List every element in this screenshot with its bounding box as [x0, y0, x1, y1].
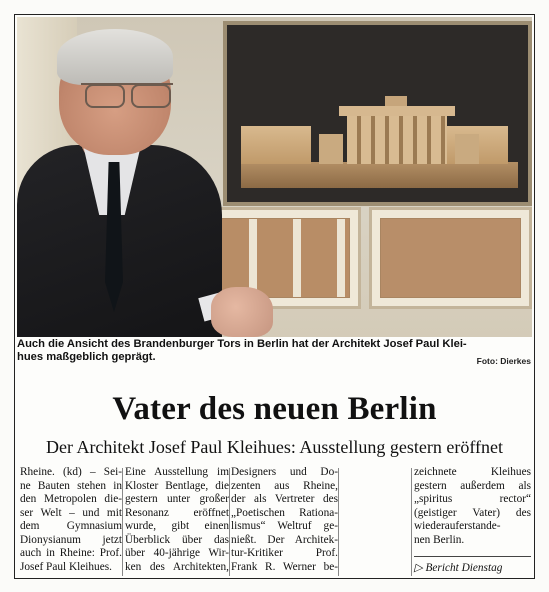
- column-line: dem Gymnasium: [20, 520, 122, 532]
- photo-caption: [17, 338, 532, 364]
- column-line: „spiritus rector“: [414, 493, 531, 505]
- subheadline: Der Architekt Josef Paul Kleihues: Ausstellung gestern eröffnet: [45, 437, 504, 457]
- photo-credit: Foto: Dierkes: [476, 356, 531, 366]
- column-line: den Metropolen die-: [20, 493, 122, 505]
- column-line: ser Welt – und mit: [20, 506, 122, 519]
- column-line: lismus“ Weltruf ge-: [231, 520, 338, 532]
- column-line: Frank R. Werner be-: [231, 560, 338, 573]
- column-line: gestern außerdem als: [414, 479, 531, 492]
- column-line: wurde, gibt einen: [125, 520, 229, 532]
- column-line: wiederauferstande-: [414, 520, 501, 532]
- column-rule: [122, 468, 123, 576]
- column-line: der als Vertreter des: [231, 493, 338, 505]
- column-line: Designers und Do-: [231, 466, 338, 478]
- article-column-3: [231, 466, 338, 574]
- column-line: (geistiger Vater) des: [414, 506, 531, 519]
- column-line: Dionysianum jetzt: [20, 533, 122, 546]
- column-line: Eine Ausstellung im: [125, 466, 229, 478]
- photo-drawing-panel: [369, 207, 532, 309]
- column-line: tur-Kritiker Prof.: [231, 547, 338, 559]
- column-line: ken des Architekten,: [125, 560, 229, 573]
- column-line: Überblick über das: [125, 533, 229, 546]
- column-line: nen Berlin.: [414, 533, 465, 546]
- column-rule: [338, 468, 339, 576]
- column-line: zenten aus Rheine,: [231, 479, 338, 492]
- article-column-1: [20, 466, 122, 574]
- photo-brandenburg-gate-model: [223, 21, 532, 206]
- column-line: „Poetischen Rationa-: [231, 506, 338, 519]
- byline-reference: ▷ Bericht Dienstag: [414, 562, 503, 574]
- column-rule: [411, 468, 412, 576]
- headline: Vater des neuen Berlin: [112, 391, 437, 427]
- column-line: Kloster Bentlage, die: [125, 479, 229, 492]
- article-photo: [17, 17, 532, 337]
- column-line: Josef Paul Kleihues.: [20, 560, 112, 573]
- column-line: ne Bauten stehen in: [20, 479, 122, 492]
- column-line: Resonanz eröffnet: [125, 506, 229, 519]
- column-line: zeichnete Kleihues: [414, 466, 531, 478]
- column-line: nießt. Der Architek-: [231, 533, 338, 546]
- article-column-4: [414, 466, 531, 547]
- column-line: gestern unter großer: [125, 493, 229, 505]
- caption-line: Auch die Ansicht des Brandenburger Tors in Berlin hat der Architekt Josef Paul Klei-: [17, 338, 467, 350]
- glasses-icon: [81, 83, 173, 107]
- column-line: über 40-jährige Wir-: [125, 547, 229, 559]
- caption-line: hues maßgeblich geprägt.: [17, 351, 156, 363]
- column-line: auch in Rheine: Prof.: [20, 547, 122, 559]
- article-column-2: [125, 466, 229, 574]
- byline-rule: [414, 556, 531, 557]
- column-rule: [229, 468, 230, 576]
- column-line: Rheine. (kd) – Sei-: [20, 466, 122, 478]
